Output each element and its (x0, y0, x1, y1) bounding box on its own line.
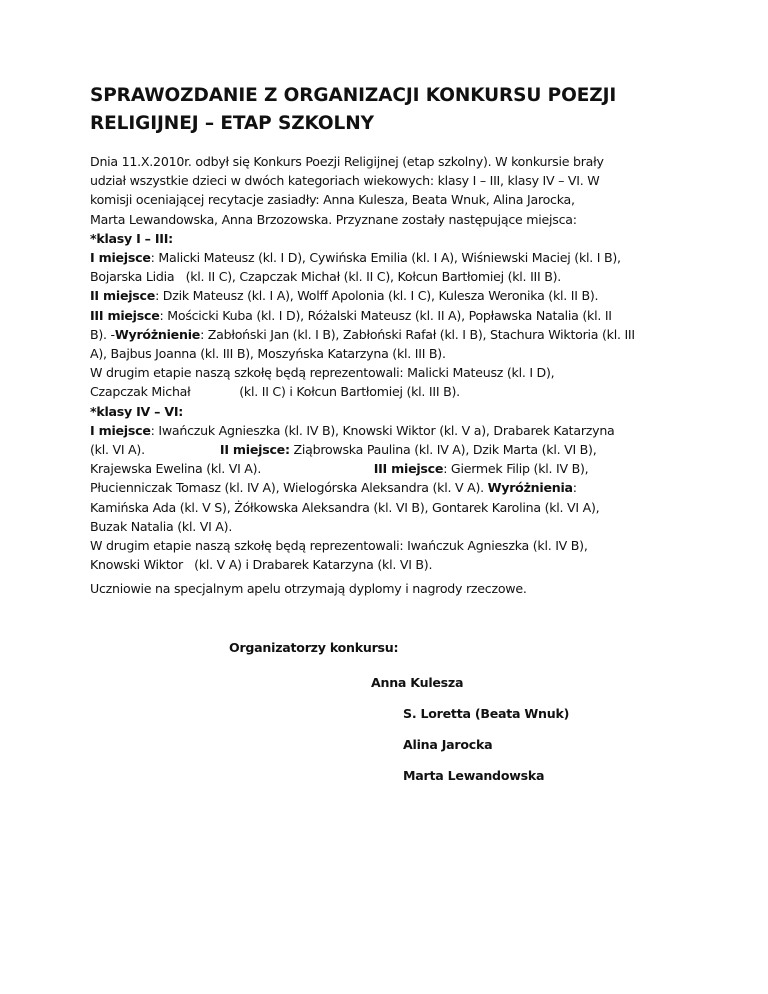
section2-first-label: I miejsce (90, 422, 151, 438)
organizers-heading: Organizatorzy konkursu: (229, 640, 399, 655)
document-title (90, 82, 690, 138)
organizer-name: Anna Kulesza (371, 675, 464, 690)
section2-representatives: W drugim etapie naszą szkołę będą reprezentowali: Iwańczuk Agnieszka (kl. IV B), (90, 538, 588, 554)
section2-second-place: (kl. VI A). II miejsce: Ziąbrowska Paulina (kl. IV A), Dzik Marta (kl. VI B), (90, 442, 597, 458)
section1-distinction: B). -Wyróżnienie: Zabłoński Jan (kl. I B), Zabłoński Rafał (kl. I B), Stachura Wiktoria (kl. III (90, 326, 635, 342)
organizer-name: S. Loretta (Beata Wnuk) (403, 706, 570, 721)
section2-distinction-cont-2: Buzak Natalia (kl. VI A). (90, 518, 233, 534)
section1-representatives-cont: Czapczak Michał (kl. II C) i Kołcun Bartłomiej (kl. III B). (90, 384, 460, 400)
section1-third-place: III miejsce: Mościcki Kuba (kl. I D), Różalski Mateusz (kl. II A), Popławska Natalia (kl. II (90, 307, 612, 323)
section2-distinction-cont: Kamińska Ada (kl. V S), Żółkowska Aleksandra (kl. VI B), Gontarek Karolina (kl. VI A), (90, 499, 600, 515)
intro-line-3: komisji oceniającej recytacje zasiadły: Anna Kulesza, Beata Wnuk, Alina Jarocka, (90, 192, 575, 208)
section1-distinction-cont: A), Bajbus Joanna (kl. III B), Moszyńska Katarzyna (kl. III B). (90, 346, 446, 362)
section1-first-place: I miejsce: Malicki Mateusz (kl. I D), Cywińska Emilia (kl. I A), Wiśniewski Maciej (kl. I B), (90, 250, 621, 266)
section2-second-label: II miejsce: (219, 442, 290, 458)
section1-third-label: III miejsce (90, 307, 160, 323)
section2-distinction: Płucienniczak Tomasz (kl. IV A), Wielogórska Aleksandra (kl. V A). Wyróżnienia: (90, 480, 577, 496)
section2-third-place: Krajewska Ewelina (kl. VI A). III miejsce: Giermek Filip (kl. IV B), (90, 461, 589, 477)
section1-second-place: II miejsce: Dzik Mateusz (kl. I A), Wolff Apolonia (kl. I C), Kulesza Weronika (kl. II B). (90, 288, 599, 304)
organizer-name: Marta Lewandowska (403, 768, 545, 783)
section2-heading: *klasy IV – VI: (90, 403, 184, 419)
section2-distinction-label: Wyróżnienia (487, 480, 573, 496)
section1-representatives: W drugim etapie naszą szkołę będą reprezentowali: Malicki Mateusz (kl. I D), (90, 365, 555, 381)
section2-third-label: III miejsce (373, 461, 444, 477)
intro-line-4: Marta Lewandowska, Anna Brzozowska. Przyznane zostały następujące miejsca: (90, 211, 577, 227)
section2-first-place: I miejsce: Iwańczuk Agnieszka (kl. IV B), Knowski Wiktor (kl. V a), Drabarek Katarzyna (90, 422, 615, 438)
section1-first-label: I miejsce (90, 250, 151, 266)
section1-first-place-cont: Bojarska Lidia (kl. II C), Czapczak Michał (kl. II C), Kołcun Bartłomiej (kl. III B). (90, 269, 562, 285)
intro-line-2: udział wszystkie dzieci w dwóch kategoriach wiekowych: klasy I – III, klasy IV – VI. W (90, 173, 600, 189)
section1-heading: *klasy I – III: (90, 230, 173, 246)
section1-second-label: II miejsce (90, 288, 156, 304)
intro-line-1: Dnia 11.X.2010r. odbył się Konkurs Poezji Religijnej (etap szkolny). W konkursie brały (90, 154, 604, 169)
organizer-name: Alina Jarocka (403, 737, 493, 752)
report-body (90, 152, 690, 574)
section1-distinction-label: Wyróżnienie (114, 326, 201, 342)
section2-representatives-cont: Knowski Wiktor (kl. V A) i Drabarek Katarzyna (kl. VI B). (90, 557, 433, 573)
closing-sentence: Uczniowie na specjalnym apelu otrzymają dyplomy i nagrody rzeczowe. (90, 581, 527, 596)
title-line-1: SPRAWOZDANIE Z ORGANIZACJI KONKURSU POEZJI (90, 85, 617, 106)
title-line-2: RELIGIJNEJ – ETAP SZKOLNY (90, 113, 374, 134)
